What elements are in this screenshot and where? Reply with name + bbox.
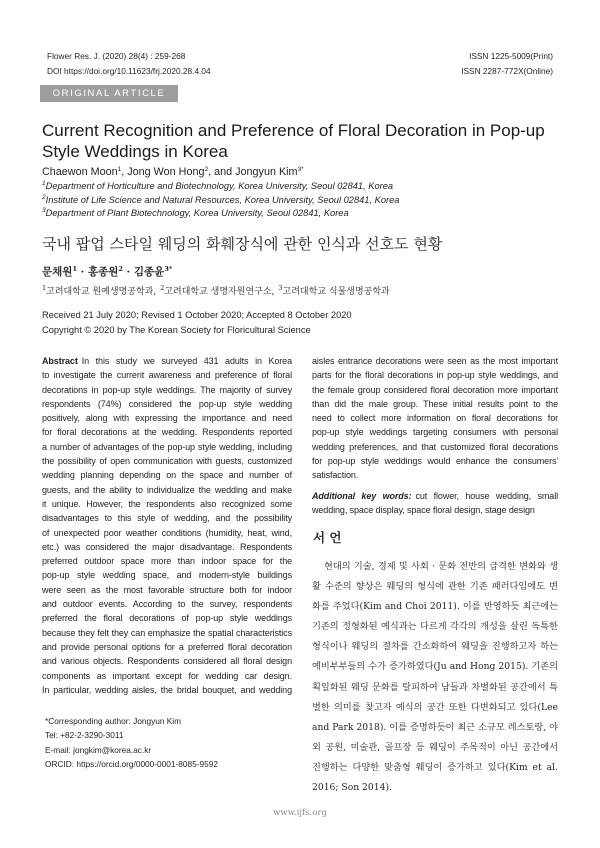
- journal-website-link[interactable]: www.ijfs.org: [273, 808, 327, 818]
- abstract-line: and outdoor events. According to the survey, respondents: [42, 599, 292, 610]
- author-phone: Tel: +82-2-3290-3011: [45, 730, 124, 741]
- issn-print: ISSN 1225-5009(Print): [469, 51, 553, 61]
- abstract-line: need to collect more information on floral decorations for: [312, 413, 558, 424]
- korean-affiliation-list: [42, 285, 394, 299]
- affiliation-mark: 2: [42, 193, 46, 201]
- introduction-line: 진행하는 다양한 맞춤형 웨딩이 증가하고 있다(Kim et al.: [312, 761, 558, 773]
- korean-affiliation-text: 고려대학교 생명자원연구소,: [164, 287, 275, 297]
- doi-link[interactable]: DOI https://doi.org/10.11623/frj.2020.28.4.04: [47, 65, 211, 76]
- abstract-line: for pop-up style weddings would enhance the consumers': [312, 456, 558, 467]
- abstract-line: for floral decorations at the wedding. Respondents reported: [42, 427, 292, 438]
- article-type-banner: [40, 85, 178, 102]
- author-affiliation-mark: 2: [204, 166, 209, 173]
- korean-affiliation-mark: 1: [42, 284, 47, 292]
- author-separator: , and: [208, 166, 236, 178]
- introduction-heading: 서 언: [313, 530, 342, 545]
- author-affiliation-mark: 3*: [297, 166, 304, 173]
- journal-header-left: [47, 49, 211, 78]
- korean-author-affiliation-mark: 2: [118, 265, 123, 273]
- author-list: [42, 165, 304, 179]
- introduction-line: 화를 주었다(Kim and Choi 2011). 이를 반영하듯 최근에는: [312, 601, 558, 613]
- abstract-line: wedding planning depending on the space and number of: [42, 470, 292, 481]
- author-name: Chaewon Moon: [42, 166, 118, 178]
- korean-affiliation-mark: 3: [278, 284, 283, 292]
- abstract-line: disadvantages to this style of wedding, and the possibility: [42, 513, 292, 524]
- abstract-line: of unexpected poor weather conditions (humidity, heat, wind,: [42, 527, 292, 538]
- journal-header-right: [461, 49, 553, 78]
- korean-author-separator: ·: [122, 266, 134, 278]
- introduction-line: 활 수준의 향상은 웨딩의 형식에 관한 기존 패러다임에도 변: [312, 581, 558, 593]
- paper-title: Current Recognition and Preference of Floral Decoration in Pop-up Style Weddings in Korea: [42, 121, 545, 161]
- korean-affiliation-text: 고려대학교 원예생명공학과,: [46, 287, 157, 297]
- abstract-line: and various objects. Respondents considered all floral design: [42, 656, 292, 667]
- korean-affiliation: [160, 284, 275, 297]
- introduction-line: 예비부부들의 수가 증가하였다(Ju and Hong 2015). 기존의: [312, 661, 558, 673]
- abstract-line: aisles entrance decorations were seen as the most important: [312, 356, 558, 366]
- korean-author-separator: ·: [76, 266, 88, 278]
- abstract-line: preferred outdoor space more than indoor space for the: [42, 556, 292, 567]
- abstract-label: Abstract: [42, 356, 78, 366]
- article-type-label: ORIGINAL ARTICLE: [52, 88, 166, 99]
- abstract-text: In this study we surveyed 431 adults in Korea: [81, 356, 292, 366]
- korean-author-name: 문채원: [42, 266, 73, 278]
- author-affiliation-mark: 1: [117, 166, 122, 173]
- introduction-line: 기존의 정형화된 예식과는 다르게 각각의 개성을 살린 독특한: [312, 621, 558, 633]
- affiliation-text: Department of Plant Biotechnology, Korea University, Seoul 02841, Korea: [45, 208, 349, 219]
- issn-online: ISSN 2287-772X(Online): [461, 65, 553, 76]
- abstract-line: parts for the floral decorations in pop-up style weddings, and: [312, 370, 558, 381]
- abstract-line: components as important except for wedding car design.: [42, 670, 292, 681]
- korean-affiliation-mark: 2: [160, 284, 165, 292]
- author-email-link[interactable]: E-mail: jongkim@korea.ac.kr: [45, 744, 152, 755]
- keywords-label: Additional key words:: [312, 491, 412, 501]
- korean-author-affiliation-mark: 3*: [164, 265, 173, 273]
- introduction-body: [312, 557, 558, 798]
- abstract-line: guests, and the ability to individualize the wedding and make: [42, 484, 292, 495]
- introduction-line: and Park 2018). 이를 증명하듯이 최근 소규모 레스토랑, 야: [312, 721, 558, 733]
- korean-author-list: [42, 265, 172, 279]
- copyright-notice: Copyright © 2020 by The Korean Society for Floricultural Science: [42, 324, 311, 335]
- introduction-line: 형식이나 웨딩의 절차를 간소화하여 웨딩을 진행하고자 하는: [312, 641, 558, 653]
- abstract-line: and provide personal options for a preferred floral decoration: [42, 641, 292, 652]
- korean-author-name: 김종윤: [133, 266, 165, 278]
- publication-dates: [42, 308, 352, 337]
- abstract-line: were seen as the most favorable structure both for indoor: [42, 584, 292, 595]
- abstract-line: than did the male group. These initial results point to the: [312, 398, 558, 409]
- abstract-line: the female group considered floral decoration more important: [312, 384, 558, 395]
- abstract-line: because they felt they can emphasize the spatial characteristics: [42, 627, 292, 638]
- abstract-line: [42, 354, 292, 368]
- korean-affiliation: [42, 284, 157, 297]
- introduction-line: 2016; Son 2014).: [312, 782, 392, 794]
- abstract-line: positively, along with expressing the importance and need: [42, 413, 292, 424]
- introduction-line: 획일화된 웨딩 문화를 탈피하여 남들과 차별화된 공간에서 특: [312, 681, 558, 693]
- affiliation-mark: 1: [42, 180, 46, 187]
- abstract-line: pop-up style wedding space, and modern-style buildings: [42, 570, 292, 581]
- abstract-line: decorations in pop-up style weddings. The majority of survey: [42, 384, 292, 395]
- abstract-line: a number of advantages of the pop-up style wedding, including: [42, 441, 292, 452]
- affiliation: [42, 194, 399, 208]
- received-revised-accepted: Received 21 July 2020; Revised 1 October 2020; Accepted 8 October 2020: [42, 310, 352, 320]
- keywords-line: [312, 489, 558, 503]
- korean-author-affiliation-mark: 1: [72, 265, 77, 273]
- abstract-line: etc.) was considered the major disadvantage. Respondents: [42, 541, 292, 552]
- author-orcid-link[interactable]: ORCID: https://orcid.org/0000-0001-8085-9592: [45, 758, 218, 769]
- corresponding-author-footnote: [45, 714, 218, 771]
- affiliation-mark: 3: [42, 207, 46, 215]
- abstract-line: pop-up style weddings targeting consumers with personal: [312, 427, 558, 438]
- introduction-line: 현대의 기술, 경제 및 사회 · 문화 전반의 급격한 변화와 생: [324, 561, 558, 572]
- author-name: Jong Won Hong: [127, 166, 205, 178]
- keywords-line: wedding, space display, space floral design, stage design: [312, 505, 535, 516]
- abstract-line: satisfaction.: [312, 470, 359, 481]
- abstract-left-column: [42, 354, 292, 697]
- additional-keywords: [312, 489, 558, 518]
- korean-affiliation-text: 고려대학교 식물생명공학과: [282, 287, 390, 297]
- abstract-line: In particular, wedding aisles, the bridal bouquet, and wedding: [42, 684, 292, 695]
- author-name: Jongyun Kim: [235, 166, 298, 178]
- introduction-line: 외 공원, 미술관, 골프장 등 웨딩이 주목적이 아닌 공간에서: [312, 741, 558, 753]
- abstract-line: it unique. However, the respondents also recognized some: [42, 498, 292, 509]
- author-separator: ,: [121, 166, 128, 178]
- journal-citation: Flower Res. J. (2020) 28(4) : 259-268: [47, 51, 186, 61]
- abstract-line: to investigate the current awareness and preference of floral: [42, 370, 292, 381]
- abstract-right-column: [312, 354, 558, 483]
- abstract-line: wedding preferences, and that customized floral decorations: [312, 441, 558, 452]
- keywords-text: cut flower, house wedding, small: [415, 491, 558, 501]
- affiliation: [42, 207, 399, 221]
- affiliation: [42, 180, 399, 194]
- abstract-line: the possibility of open communication with guests, customized: [42, 456, 292, 467]
- affiliation-text: Institute of Life Science and Natural Resources, Korea University, Seoul 02841, Korea: [45, 194, 400, 205]
- abstract-line: respondents (74%) considered the pop-up style wedding: [42, 398, 292, 409]
- korean-affiliation: [278, 284, 390, 297]
- corresponding-author: *Corresponding author: Jongyun Kim: [45, 716, 182, 726]
- abstract-line: preferred the floral decorations of pop-up style weddings: [42, 613, 292, 624]
- introduction-line: 별한 의미를 찾고자 예식의 공간 또한 다변화되고 있다(Lee: [312, 701, 558, 713]
- korean-author-name: 홍종원: [87, 266, 119, 278]
- affiliation-text: Department of Horticulture and Biotechnology, Korea University, Seoul 02841, Korea: [45, 181, 394, 191]
- korean-title: 국내 팝업 스타일 웨딩의 화훼장식에 관한 인식과 선호도 현황: [42, 235, 443, 253]
- affiliation-list: [42, 180, 399, 221]
